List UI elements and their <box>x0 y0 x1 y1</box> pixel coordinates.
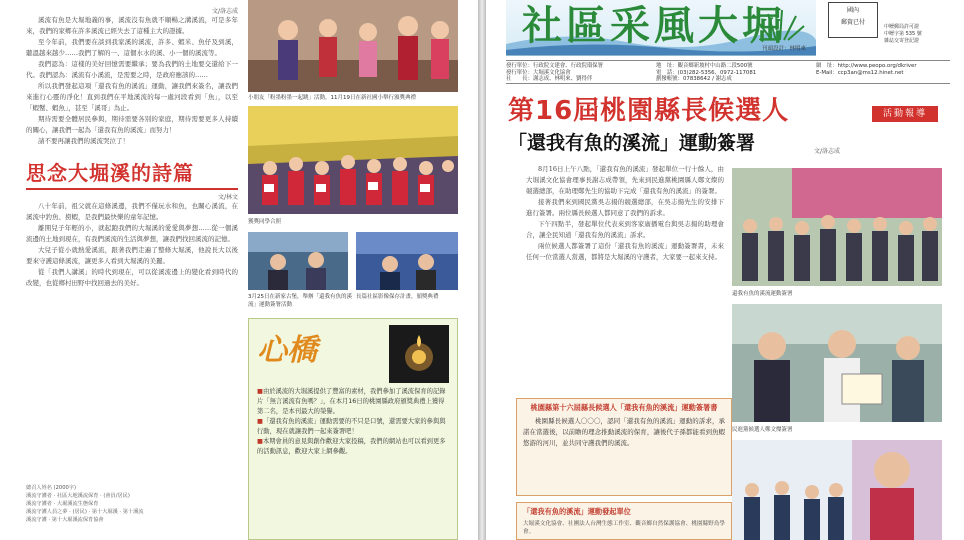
event-photo-top <box>248 0 458 92</box>
petition-box <box>516 398 732 496</box>
article-paragraph: 接著我們來到國民黨吳志揚的競選總部，在吳志揚先生的安排下進行簽署。兩位縣長候選人都同意了我們的訴求。 <box>526 198 724 217</box>
intro-paragraph: 所以我們發起這項「還我有魚的溪流」運動，讓我們來簽名，讓我們來進行心靈的淨化！直到我們在平地溪流的每一處河段看到「魚」，以至「蝦蟹、蝦魚」，甚至「溪哥」為止。 <box>26 82 238 112</box>
article-body <box>526 164 724 263</box>
article-paragraph: 下午四點半，發起單位代表來到客家廣播電台與吳志揚的助理會合，讓全民知道「還我有魚的溪流」訴求。 <box>526 220 724 239</box>
group-signing-photo <box>732 168 942 286</box>
intro-paragraph: 期待需要全體居民參與，期待需要各別的家庭，期待需要更多人持續的關心，讓我們一起為「還我有魚的溪流」而努力！ <box>26 115 238 134</box>
postage-stamp <box>826 0 950 56</box>
event-photo-bottom-right <box>356 232 458 290</box>
masthead-credit: 刊頭設計：林明來 <box>761 46 806 52</box>
photo-caption-middle: 獲獎同學合照 <box>248 219 282 225</box>
masthead-title: 社區采風大堀 <box>522 2 786 49</box>
award-ceremony-photo <box>356 232 458 290</box>
poem-section <box>26 157 238 289</box>
section-tag: 活動報導 <box>872 106 938 122</box>
candidate-poster-photo <box>732 440 942 540</box>
intro-author: 文/洛志成 <box>211 8 238 15</box>
editor-note-box <box>248 318 458 540</box>
stamp-side-text: 中壢郵局許可證 中壢字第 535 號 雜誌交寄登記證 <box>884 24 922 44</box>
subheadline: 「還我有魚的溪流」運動簽署 <box>508 132 756 154</box>
article-paragraph: 兩位候選人都簽署了這份「還我有魚的溪流」運動簽署書，未來任何一位當選人當選，都將是大堀溪的守護者，大家要一起來支持。 <box>526 242 724 261</box>
list-item: 總召人姓名 (2000字) <box>26 485 77 491</box>
info-row: 發行單位：大堀溪文化協會 電 話：(03)282-5356、0972-117081 E-Mail：ccp3an@ms12.hinet.net <box>506 69 904 76</box>
award-group-photo <box>248 106 458 214</box>
poem-title: 思念大堀溪的詩篇 <box>26 161 194 185</box>
candidate-signing-photo <box>732 304 942 422</box>
left-column <box>26 6 238 289</box>
article-paragraph: 8月16日上午八點，「還我有魚的溪流」發起單位一行十餘人，由大堀溪文化協會理事長謝志成帶領，先來到民進黨桃園縣人鄭文燦的競選總部，在助理鄭先生的協助下完成「還我有魚的溪流」的簽署。 <box>526 165 724 195</box>
intro-paragraph: 我們認為：這樣的美好回憶需要繼承；要為我們的土地要交還給下一代。我們認為：溪流有小溪流，是需要之時，是政府應該的…… <box>26 60 238 79</box>
editor-bullet: ■「還我有魚的溪流」運動需要的不只是口號，還需要大家的參與與行動，現在就讓我們一起來簽署吧！ <box>257 418 446 435</box>
children-stage-photo <box>248 0 458 92</box>
intro-paragraph: 至今年前，我們要在談到我家溪的溪流，許多、蝦米、魚仔及到溪，聽溫越來越少……我們了解的一、這個水水的溪、小一個的溪流等。 <box>26 38 238 57</box>
publisher-info <box>506 60 950 84</box>
headline: 第16屆桃園縣長候選人 <box>508 96 790 126</box>
event-photo-middle <box>248 106 458 214</box>
poem-title-rule <box>26 188 238 190</box>
event-photo-bottom-left <box>248 232 348 290</box>
postage-stamp-box <box>828 2 878 38</box>
list-item: 溪流守護 · 第十大堀溪流保育協會 <box>26 517 104 523</box>
poem-paragraph: 從「我們人講溪」的時代到現在，可以從溪流邊上的變化看到時代的改變，也從鄉村田野中找回過去的美好。 <box>26 268 238 287</box>
organizers-box <box>516 502 732 540</box>
photo-caption-bottom-right: 長篇社區影像保存計畫，頒獎典禮 <box>356 294 439 300</box>
article-photo-1 <box>732 168 942 286</box>
intro-paragraph: 請不要再讓我們的溪流哭泣了！ <box>38 137 129 145</box>
signing-event-photo <box>248 232 348 290</box>
masthead <box>506 0 816 56</box>
member-list <box>26 484 234 540</box>
photo-caption-bottom-left: 3月25日在新家古堡，舉辦「還我有魚的溪流」運動簽署活動 <box>248 294 352 308</box>
editor-title: 心橋 <box>257 333 317 368</box>
article-photo-1-caption: 還我有魚的溪流運動簽署 <box>732 291 793 297</box>
info-row: 社 長：謝志成、林明來、劉得伴 劃撥帳號：07838642 / 謝志成 <box>506 76 732 82</box>
list-item: 溪流守護者 · 社區大地溪流保育 · (會員/居民) <box>26 493 130 499</box>
poem-paragraph: 大兒子從小就熱愛溪流，跟著我們走遍了整條大堀溪，他說長大以後要來守護這條溪流，讓更多人看到大堀溪的美麗。 <box>26 246 238 265</box>
stamp-line: 郵資已付 <box>840 19 865 26</box>
right-page <box>486 0 964 540</box>
petition-text: 桃園縣長候選人〇〇〇，認同「還我有魚的溪流」運動的訴求，承諾在當選後，以前瞻的理念推動溪流的保育，讓後代子孫都能看到魚蝦悠游的河川，並共同守護我們的溪流。 <box>523 417 725 447</box>
article-photo-2-caption: 民進黨候選人鄭文燦簽署 <box>732 427 793 433</box>
organizers-text: 大堀溪文化協會、社團法人台灣生態工作室、觀音鄉自然保護協會、桃園縣野鳥學會。 <box>523 521 725 535</box>
photo-caption-top: 小朋友「粉墨粉墨一起跳」活動，11月19日在新社國小舉行頒獎典禮 <box>248 95 416 101</box>
stamp-line: 國內 <box>846 7 859 14</box>
article-author: 文/洛志成 <box>814 148 841 155</box>
poem-author: 文/林文 <box>217 194 238 201</box>
poem-paragraph: 離開兒子年輕的小，就起跑我們的大堀溪的愛愛與夢想……從一個溪流邊的土地到現在，有我們溪流的生活與夢想，讓我們找回溪流的記憶。 <box>26 224 238 243</box>
info-row: 發行單位：行政院文建會、行政院環保署 地 址：觀音鄉新坡村中山路二段500號 網 址：http://www.peopo.org/dkriver <box>506 63 917 69</box>
petition-title: 桃園縣第十六屆縣長候選人「還我有魚的溪流」運動簽署書 <box>530 403 718 412</box>
editor-bullet: ■本期會員的意見與創作歡迎大家投稿，我們的網站也可以看到更多的活動訊息，歡迎大家上網參觀。 <box>257 438 446 455</box>
candle-icon <box>389 325 449 383</box>
list-item: 溪流守護者 · 大堀溪流生態保育 <box>26 501 99 507</box>
list-item: 溪流守護人員之夢 · (居民) · 第十大堀溪 · 第十溪流 <box>26 509 144 515</box>
editor-bullet: ■由於溪流的大堀溪提供了豐富的素材，我們參加了溪流保育的記錄片「無言溪流有魚嗎？」，在本月16日的桃園縣政府頒獎典禮上獲得第二名，是本刊最大的榮譽。 <box>257 388 446 415</box>
page-gutter <box>478 0 486 540</box>
left-page <box>0 0 478 540</box>
intro-paragraph: 溪流有魚是大堀地義的事，溪流沒有魚就不順暢之溝溪流，可是多年來，我們的家鄉在許多溪流已經失去了這種主大的證據。 <box>26 16 238 35</box>
poem-paragraph: 八十年前，祖父就在這條溪邊，我們不僅玩水和魚，也關心溪流，在溪流中釣魚、撈蝦，是我們最快樂的童年記憶。 <box>26 202 238 221</box>
article-photo-2 <box>732 304 942 422</box>
organizers-title: 「還我有魚的溪流」運動發起單位 <box>523 507 631 516</box>
article-photo-3 <box>732 440 942 540</box>
